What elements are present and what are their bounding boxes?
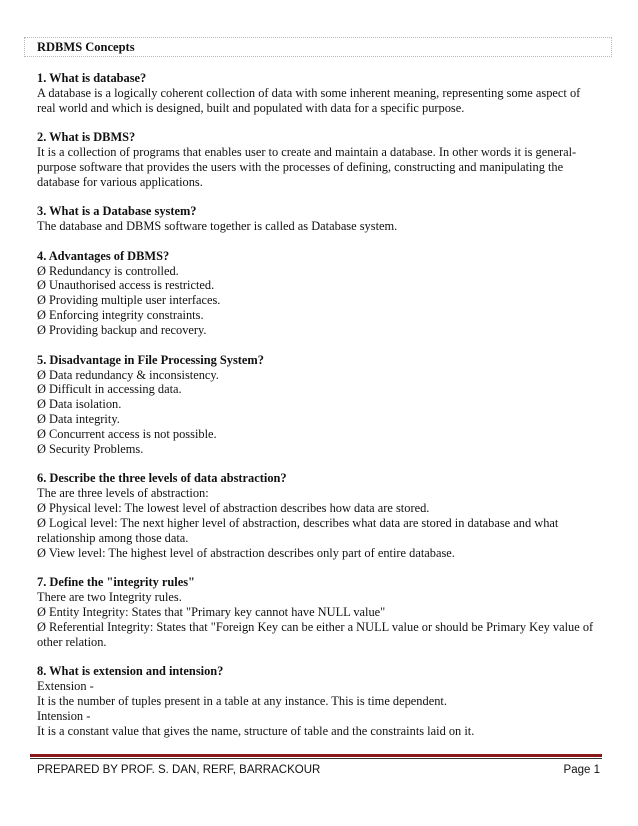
text-line: Intension - — [37, 709, 91, 724]
page-number: Page 1 — [563, 764, 600, 776]
list-item: Ø Data integrity. — [37, 412, 120, 427]
section — [37, 471, 607, 560]
section-title: 2. What is DBMS? — [37, 130, 136, 145]
list-item: Ø Referential Integrity: States that "Foreign Key can be either a NULL value or should be Primary Key value of — [37, 620, 594, 635]
text-line: Extension - — [37, 679, 94, 694]
section — [37, 204, 607, 234]
section-title: 8. What is extension and intension? — [37, 664, 224, 679]
section-title: 1. What is database? — [37, 71, 147, 85]
document-body — [37, 71, 607, 753]
text-line: There are two Integrity rules. — [37, 590, 182, 605]
section-title: 7. Define the "integrity rules" — [37, 575, 195, 590]
section-title: 6. Describe the three levels of data abstraction? — [37, 471, 287, 486]
list-item: Ø Difficult in accessing data. — [37, 382, 182, 397]
list-item: Ø View level: The highest level of abstraction describes only part of entire database. — [37, 545, 455, 560]
document-title: RDBMS Concepts — [37, 40, 135, 54]
section-title: 5. Disadvantage in File Processing System? — [37, 352, 264, 367]
text-line: It is a constant value that gives the name, structure of table and the constraints laid on it. — [37, 724, 475, 739]
list-item: Ø Physical level: The lowest level of abstraction describes how data are stored. — [37, 501, 430, 516]
list-item: Ø Entity Integrity: States that "Primary key cannot have NULL value" — [37, 605, 386, 620]
text-line: It is a collection of programs that enables user to create and maintain a database. In other words it is general- — [37, 145, 577, 160]
list-item: Ø Data isolation. — [37, 397, 122, 412]
text-line: database for various applications. — [37, 174, 203, 189]
section — [37, 249, 607, 338]
section — [37, 664, 607, 739]
footer-rule-thin — [30, 758, 602, 759]
list-item: Ø Providing multiple user interfaces. — [37, 293, 221, 308]
list-item: Ø Logical level: The next higher level of abstraction, describes what data are stored in database and what — [37, 516, 559, 531]
text-line: A database is a logically coherent collection of data with some inherent meaning, representing some aspect of — [37, 85, 581, 100]
list-item: Ø Concurrent access is not possible. — [37, 427, 217, 442]
text-line: The database and DBMS software together is called as Database system. — [37, 219, 398, 234]
section-title: 4. Advantages of DBMS? — [37, 248, 170, 263]
list-item: Ø Enforcing integrity constraints. — [37, 308, 204, 323]
list-item: Ø Security Problems. — [37, 442, 144, 457]
list-item: Ø Data redundancy & inconsistency. — [37, 367, 219, 382]
list-item: Ø Unauthorised access is restricted. — [37, 278, 215, 293]
section — [37, 575, 607, 650]
section — [37, 71, 607, 116]
footer-author: PREPARED BY PROF. S. DAN, RERF, BARRACKOUR — [37, 764, 321, 776]
text-line: other relation. — [37, 635, 107, 649]
section — [37, 130, 607, 190]
text-line: purpose software that provides the users with the processes of defining, constructing and manipulating the — [37, 160, 564, 175]
footer-rule — [30, 754, 602, 757]
document-header — [24, 37, 612, 57]
text-line: It is the number of tuples present in a table at any instance. This is time dependent. — [37, 694, 447, 709]
list-item: Ø Providing backup and recovery. — [37, 323, 207, 338]
text-line: The are three levels of abstraction: — [37, 486, 209, 501]
section-title: 3. What is a Database system? — [37, 204, 197, 219]
text-line: real world and which is designed, built and populated with data for a specific purpose. — [37, 100, 465, 115]
section — [37, 353, 607, 457]
text-line: relationship among those data. — [37, 531, 189, 546]
list-item: Ø Redundancy is controlled. — [37, 263, 179, 278]
